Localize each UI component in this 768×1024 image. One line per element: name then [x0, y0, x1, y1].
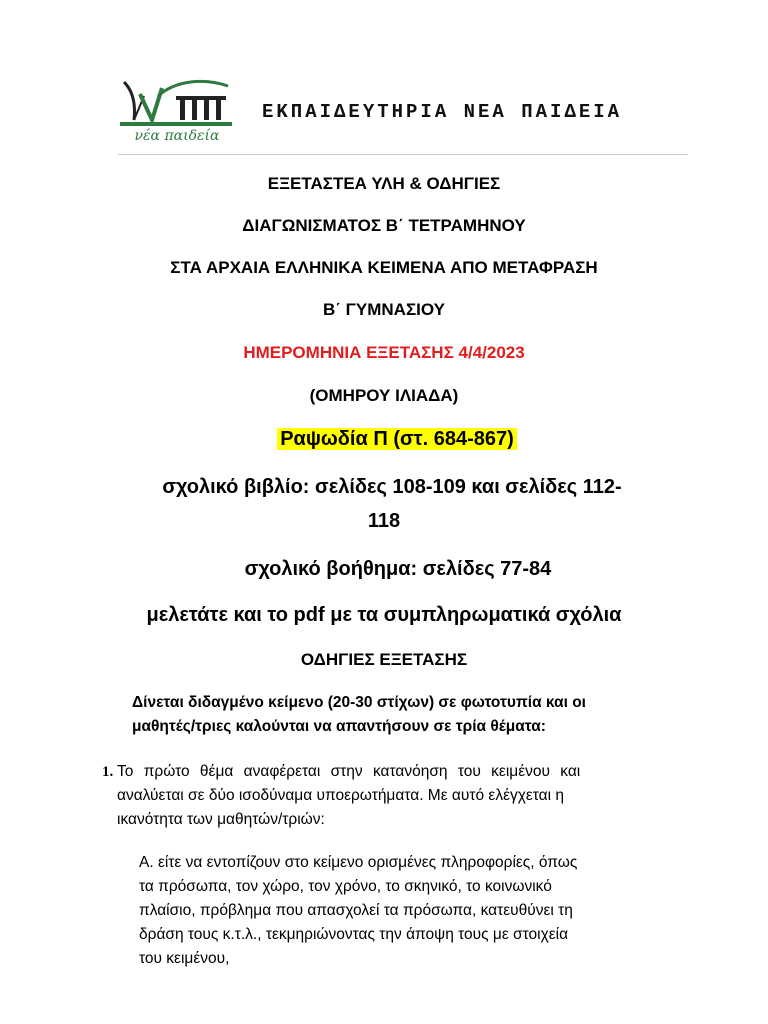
school-book-line-2: 118	[367, 510, 401, 532]
instructions-intro	[132, 691, 652, 739]
sub-a-line-1: Α. είτε να εντοπίζουν στο κείμενο ορισμένες πληροφορίες, όπως	[139, 854, 578, 871]
sub-a-line-2: τα πρόσωπα, τον χώρο, τον χρόνο, το σκηνικό, το κοινωνικό	[139, 878, 552, 895]
helper-book-line: σχολικό βοήθημα: σελίδες 77-84	[244, 558, 552, 580]
sub-a-line-5: του κειμένου,	[139, 950, 230, 967]
header-divider	[118, 154, 688, 155]
exam-subject: (ΟΜΗΡΟΥ ΙΛΙΑΔΑ)	[309, 386, 459, 405]
exam-date: ΗΜΕΡΟΜΗΝΙΑ ΕΞΕΤΑΣΗΣ 4/4/2023	[243, 343, 525, 362]
title-line-2: ΔΙΑΓΩΝΙΣΜΑΤΟΣ Β΄ ΤΕΤΡΑΜΗΝΟΥ	[242, 216, 526, 235]
instructions-heading: ΟΔΗΓΙΕΣ ΕΞΕΤΑΣΗΣ	[300, 650, 468, 669]
school-logo	[118, 76, 236, 148]
sub-a-line-3: πλαίσιο, πρόβλημα που απασχολεί τα πρόσωπα, κατευθύνει τη	[139, 902, 573, 919]
school-name: ΕΚΠΑΙΔΕΥΤΗΡΙΑ ΝΕΑ ΠΑΙΔΕΙΑ	[262, 101, 623, 123]
intro-line-1: Δίνεται διδαγμένο κείμενο (20-30 στίχων) σε φωτοτυπία και οι	[132, 694, 586, 711]
intro-line-2: μαθητές/τριες καλούνται να απαντήσουν σε τρία θέματα:	[132, 718, 546, 735]
title-line-3: ΣΤΑ ΑΡΧΑΙΑ ΕΛΛΗΝΙΚΑ ΚΕΙΜΕΝΑ ΑΠΟ ΜΕΤΑΦΡΑΣΗ	[170, 258, 598, 277]
pdf-note: μελετάτε και το pdf με τα συμπληρωματικά σχόλια	[146, 604, 622, 626]
rhapsody-line	[0, 428, 768, 451]
title-line-4: Β΄ ΓΥΜΝΑΣΙΟΥ	[323, 300, 445, 319]
item-1-subpoint-a	[139, 851, 659, 971]
logo-emblem-icon	[118, 76, 236, 128]
item-1-line-3: ικανότητα των μαθητών/τριών:	[117, 811, 325, 828]
title-line-1: ΕΞΕΤΑΣΤΕΑ ΥΛΗ & ΟΔΗΓΙΕΣ	[267, 174, 501, 193]
logo-text: νέα παιδεία	[134, 128, 220, 144]
rhapsody-highlight: Ραψωδία Π (στ. 684-867)	[277, 428, 517, 450]
item-1-text	[117, 760, 657, 832]
item-1-line-2: αναλύεται σε δύο ισοδύναμα υποερωτήματα. Με αυτό ελέγχεται η	[117, 787, 565, 804]
item-1-line-1: Το πρώτο θέμα αναφέρεται στην κατανόηση του κειμένου και	[117, 763, 581, 780]
sub-a-line-4: δράση τους κ.τ.λ., τεκμηριώνοντας την άποψη τους με στοιχεία	[139, 926, 569, 943]
school-book-line-1: σχολικό βιβλίο: σελίδες 108-109 και σελίδες 112-	[162, 476, 622, 498]
item-number: 1.	[102, 764, 114, 780]
